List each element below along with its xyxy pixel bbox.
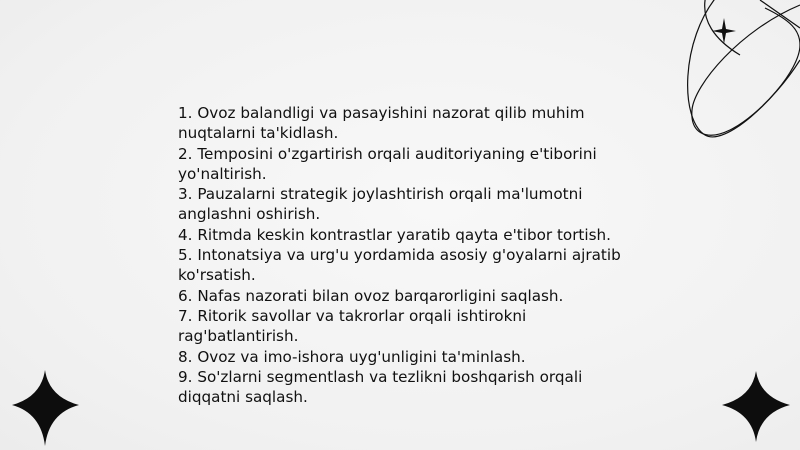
numbered-list xyxy=(178,103,628,407)
list-item-6: 6. Nafas nazorati bilan ovoz barqarorligini saqlash. xyxy=(178,286,564,305)
list-item-7: 7. Ritorik savollar va takrorlar orqali ishtirokni rag'batlantirish. xyxy=(178,306,527,346)
list-item-9: 9. So'zlarni segmentlash va tezlikni boshqarish orqali diqqatni saqlash. xyxy=(178,367,583,407)
list-item-8: 8. Ovoz va imo-ishora uyg'unligini ta'minlash. xyxy=(178,347,526,366)
star-icon-left xyxy=(12,370,79,446)
list-item-2: 2. Temposini o'zgartirish orqali auditoriyaning e'tiborini yo'naltirish. xyxy=(178,144,597,183)
star-icon-right xyxy=(722,371,790,442)
orbit-lines-icon xyxy=(688,0,800,137)
list-item-4: 4. Ritmda keskin kontrastlar yaratib qayta e'tibor tortish. xyxy=(178,225,611,244)
list-item-1: 1. Ovoz balandligi va pasayishini nazorat qilib muhim nuqtalarni ta'kidlash. xyxy=(178,104,585,143)
list-item-5: 5. Intonatsiya va urg'u yordamida asosiy g'oyalarni ajratib ko'rsatish. xyxy=(178,246,621,285)
sparkle-icon xyxy=(712,18,736,44)
list-item-3: 3. Pauzalarni strategik joylashtirish orqali ma'lumotni anglashni oshirish. xyxy=(178,185,583,224)
